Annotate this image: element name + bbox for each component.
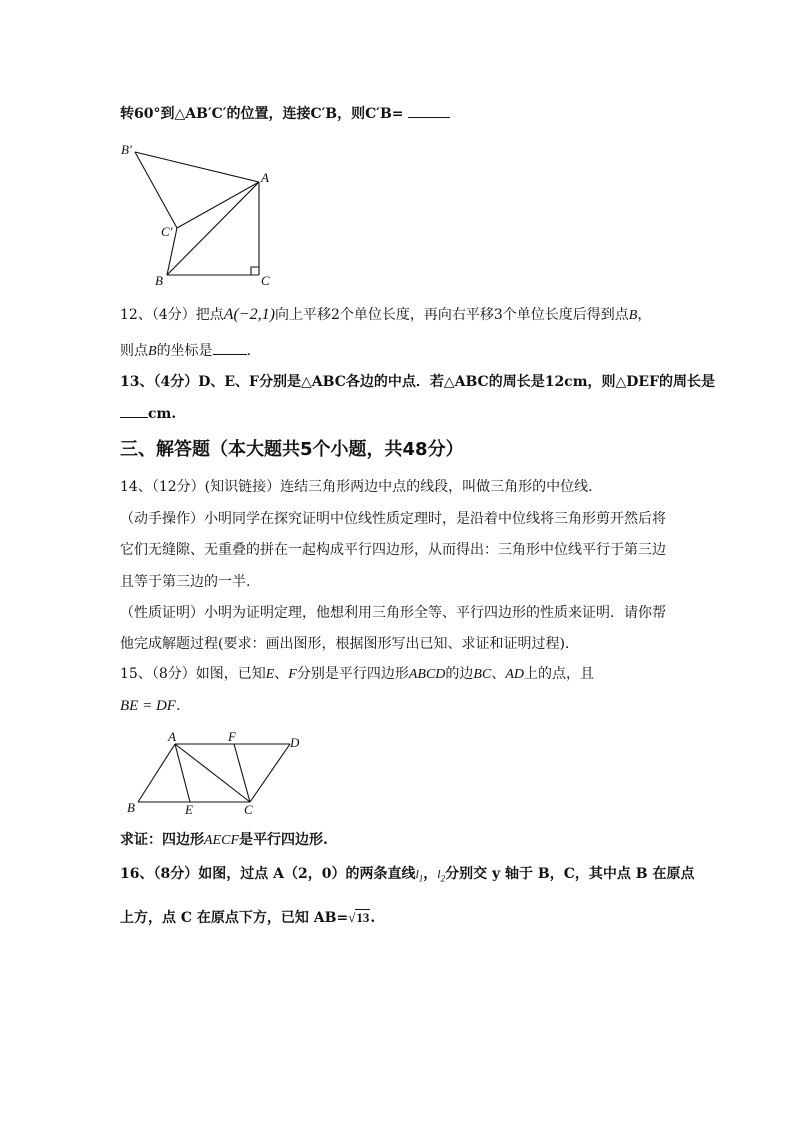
q16-line1: 16、（8分）如图，过点 A（2，0）的两条直线$l_1$，$l_2$分别交 y 轴于 B，C，其中点 B 在原点 bbox=[120, 866, 695, 884]
q14-line3: 它们无缝隙、无重叠的拼在一起构成平行四边形，从而得出：三角形中位线平行于第三边 bbox=[120, 542, 666, 558]
label-c: C bbox=[261, 273, 270, 288]
q13-line2: cm. bbox=[120, 404, 176, 424]
label-f: F bbox=[228, 729, 236, 744]
q14-line6: 他完成解题过程(要求：画出图形，根据图形写出已知、求证和证明过程). bbox=[120, 636, 570, 652]
q14-line5: （性质证明）小明为证明定理，他想利用三角形全等、平行四边形的性质来证明．请你帮 bbox=[120, 605, 666, 621]
segment-d-c bbox=[250, 744, 290, 802]
segment-bprime-a bbox=[135, 152, 259, 182]
label-e: E bbox=[185, 802, 193, 814]
q13-line1: 13、（4分）D、E、F分别是△ABC各边的中点．若△ABC的周长是12cm，则△DEF的周长是 bbox=[120, 374, 716, 390]
segment-b-a bbox=[167, 182, 259, 275]
answer-blank bbox=[213, 354, 247, 355]
segment-a-e bbox=[175, 744, 190, 802]
q12-line2: 则点B的坐标是 . bbox=[120, 343, 252, 359]
q11-figure bbox=[115, 140, 285, 290]
label-d: D bbox=[290, 735, 300, 750]
q11-text: 转60°到△AB′C′的位置，连接C′B，则C′B= bbox=[120, 104, 450, 124]
section-heading: 三、解答题（本大题共5个小题，共48分） bbox=[120, 439, 464, 460]
label-c: C bbox=[244, 802, 253, 814]
segment-a-c bbox=[175, 744, 250, 802]
label-b-prime: B′ bbox=[121, 142, 132, 157]
q14-line1: 14、（12分）(知识链接）连结三角形两边中点的线段，叫做三角形的中位线. bbox=[120, 479, 593, 495]
segment-f-c bbox=[234, 744, 250, 802]
sqrt-expression: √13 bbox=[348, 910, 370, 925]
q15-line2: BE = DF. bbox=[120, 698, 181, 714]
q15-line1: 15、（8分）如图，已知E、F分别是平行四边形ABCD的边BC、AD上的点，且 bbox=[120, 666, 594, 682]
label-b: B bbox=[127, 800, 135, 814]
q12-line1: 12、（4分）把点A(−2,1)向上平移2个单位长度，再向右平移3个单位长度后得到点B， bbox=[120, 306, 652, 323]
q14-line4: 且等于第三边的一半. bbox=[120, 574, 251, 590]
label-a: A bbox=[261, 170, 269, 185]
label-a: A bbox=[168, 729, 176, 744]
q14-line2: （动手操作）小明同学在探究证明中位线性质定理时，是沿着中位线将三角形剪开然后将 bbox=[120, 511, 666, 527]
segment-a-b bbox=[138, 744, 175, 802]
q15-figure bbox=[120, 728, 310, 814]
right-angle-mark bbox=[251, 267, 259, 275]
condition-equation: BE = DF bbox=[120, 698, 176, 714]
answer-blank bbox=[120, 417, 148, 418]
q16-line2: 上方，点 C 在原点下方，已知 AB=√13. bbox=[120, 910, 376, 926]
q15-prove: 求证：四边形AECF是平行四边形. bbox=[120, 832, 328, 848]
segment-cprime-a bbox=[177, 182, 259, 228]
point-a-coord: A(−2,1) bbox=[223, 306, 275, 323]
label-c-prime: C′ bbox=[161, 224, 173, 239]
answer-blank bbox=[408, 117, 450, 118]
segment-bprime-cprime bbox=[135, 152, 177, 228]
label-b: B bbox=[155, 273, 163, 288]
